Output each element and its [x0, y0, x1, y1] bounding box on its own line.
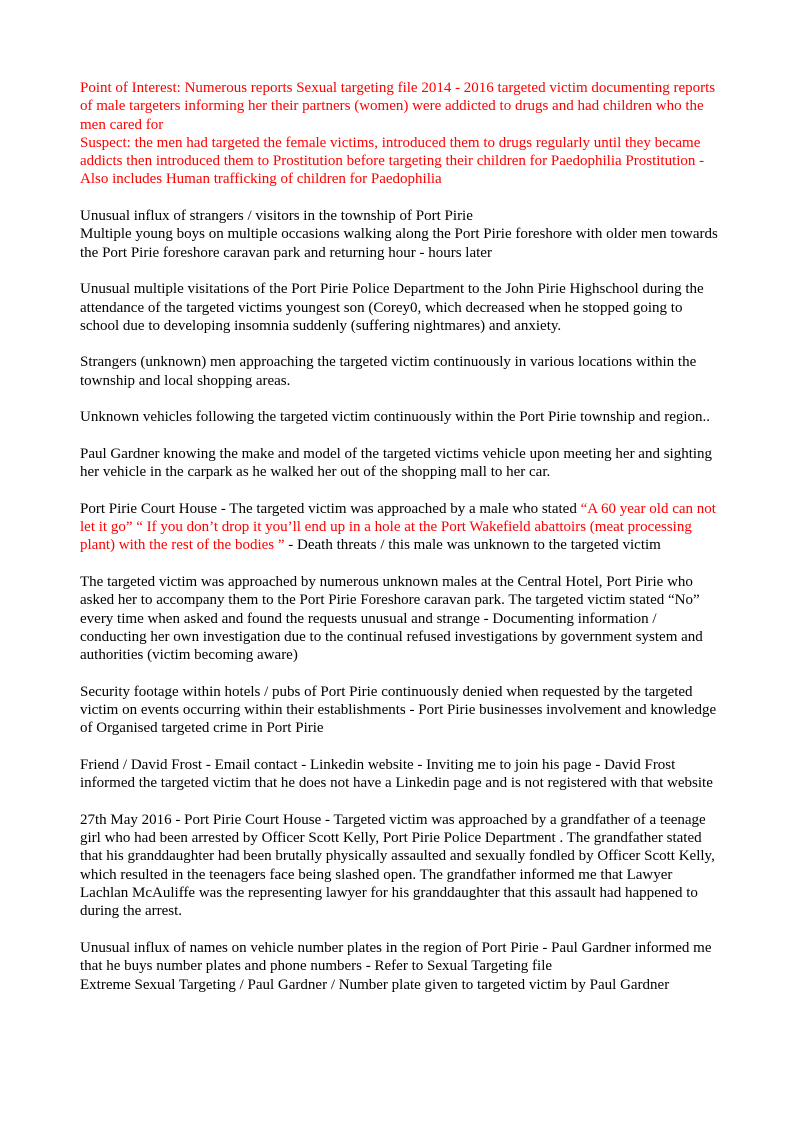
paragraph-central-hotel: The targeted victim was approached by numerous unknown males at the Central Hotel, Port Pirie who asked her to accompany them to the Port Pirie Foreshore caravan park. The targeted victim stated “No” every time when asked and found the requests unusual and strange - Documenting information / conducting her own investigation due to the continual refused investigations by government system and authorities (victim becoming aware)	[80, 574, 703, 664]
paragraph-security-footage: Security footage within hotels / pubs of Port Pirie continuously denied when requested by the targeted victim on events occurring within their establishments - Port Pirie businesses involvement and knowledge of Organised targeted crime in Port Pirie	[80, 683, 717, 737]
point-of-interest: Point of Interest: Numerous reports Sexual targeting file 2014 - 2016 targeted victim documenting reports of male targeters informing her their partners (women) were addicted to drugs and had children who the men cared for	[80, 80, 716, 133]
paragraph-paul-gardner-vehicle: Paul Gardner knowing the make and model of the targeted victims vehicle upon meeting her and sighting her vehicle in the carpark as he walked her out of the shopping mall to her car.	[80, 445, 713, 481]
paragraph-police-visitations: Unusual multiple visitations of the Port Pirie Police Department to the John Pirie Highschool during the attendance of the targeted victims youngest son (Corey0, which decreased when he stopped going to school due to developing insomnia suddenly (suffering nightmares) and anxiety.	[80, 281, 704, 334]
document-page	[80, 79, 720, 994]
court-house-text-end: - Death threats / this male was unknown to the targeted victim	[284, 537, 661, 554]
paragraph-young-boys: Multiple young boys on multiple occasions walking along the Port Pirie foreshore with older men towards the Port Pirie foreshore caravan park and returning hour - hours later	[80, 226, 718, 261]
death-threat-quote: “A 60 year old can not let it go” “ If you don’t drop it you’ll end up in a hole at the Port Wakefield abattoirs (meat processing plant) with the rest of the bodies ”	[80, 500, 716, 554]
paragraph-unknown-vehicles: Unknown vehicles following the targeted victim continuously within the Port Pirie township and region..	[80, 409, 711, 426]
paragraph-extreme-targeting: Extreme Sexual Targeting / Paul Gardner / Number plate given to targeted victim by Paul Gardner	[80, 976, 670, 993]
paragraph-strangers-approaching: Strangers (unknown) men approaching the targeted victim continuously in various locations within the township and local shopping areas.	[80, 354, 697, 389]
paragraph-strangers-influx: Unusual influx of strangers / visitors in the township of Port Pirie	[80, 208, 473, 225]
paragraph-number-plates: Unusual influx of names on vehicle number plates in the region of Port Pirie - Paul Gardner informed me that he buys number plates and phone numbers - Refer to Sexual Targeting file	[80, 939, 712, 975]
suspect-statement: Suspect: the men had targeted the female victims, introduced them to drugs regularly until they became addicts then introduced them to Prostitution before targeting their children for Paedophilia Prostitution - Also includes Human trafficking of children for Paedophilia	[80, 134, 705, 188]
court-house-text-start: Port Pirie Court House - The targeted victim was approached by a male who stated	[80, 500, 581, 517]
paragraph-david-frost: Friend / David Frost - Email contact - Linkedin website - Inviting me to join his page - David Frost informed the targeted victim that he does not have a Linkedin page and is not registered with that website	[80, 756, 713, 792]
paragraph-court-house-threat	[80, 500, 720, 555]
paragraph-court-house-grandfather: 27th May 2016 - Port Pirie Court House - Targeted victim was approached by a grandfather of a teenage girl who had been arrested by Officer Scott Kelly, Port Pirie Police Department . The grandfather stated that his granddaughter had been brutally physically assaulted and sexually fondled by Officer Scott Kelly, which resulted in the teenagers face being slashed open. The grandfather informed me that Lawyer Lachlan McAuliffe was the representing lawyer for his granddaughter that this assault had happened to during the arrest.	[80, 811, 715, 920]
